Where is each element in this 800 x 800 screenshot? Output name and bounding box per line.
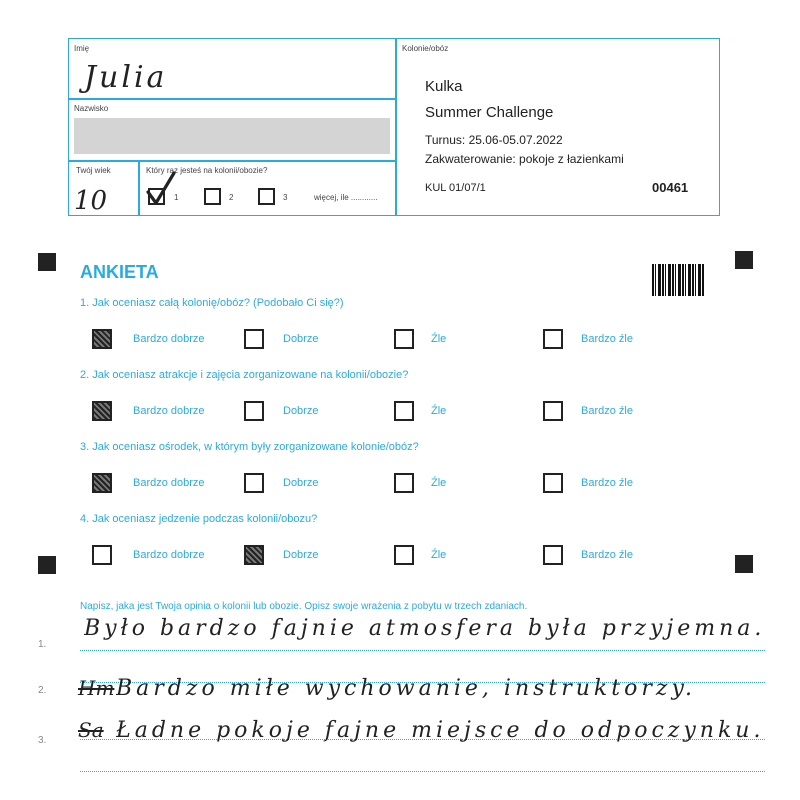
question-1-option-1-label: Bardzo dobrze <box>133 333 205 345</box>
line-number-1: 1. <box>38 639 47 650</box>
times-checkbox-3[interactable] <box>258 188 275 205</box>
question-2-option-3-checkbox[interactable] <box>394 401 414 421</box>
question-4-option-3-checkbox[interactable] <box>394 545 414 565</box>
survey-title: ANKIETA <box>80 262 159 282</box>
registration-mark-bottom-right <box>735 555 753 573</box>
question-4-option-1-checkbox[interactable] <box>92 545 112 565</box>
question-2-text: 2. Jak oceniasz atrakcje i zajęcia zorganizowane na kolonii/obozie? <box>80 369 409 381</box>
camp-name: Kulka <box>425 78 463 95</box>
question-3-option-2-label: Dobrze <box>283 477 319 489</box>
camp-program: Summer Challenge <box>425 104 554 121</box>
times-option-3: 3 <box>283 193 288 202</box>
question-2-option-4-label: Bardzo źle <box>581 405 633 417</box>
times-more-label: więcej, ile ............ <box>314 193 378 202</box>
times-checkbox-2[interactable] <box>204 188 221 205</box>
writing-line <box>80 771 765 772</box>
surname-label: Nazwisko <box>74 104 109 113</box>
name-label: Imię <box>74 44 90 53</box>
question-3-option-1-label: Bardzo dobrze <box>133 477 205 489</box>
times-checkmark-icon <box>144 170 178 208</box>
opinion-line-1: Było bardzo fajnie atmosfera była przyjemna. <box>84 616 765 641</box>
surname-redaction <box>74 118 390 154</box>
question-1-option-4-label: Bardzo źle <box>581 333 633 345</box>
question-4-option-4-label: Bardzo źle <box>581 549 633 561</box>
opinion-prompt: Napisz, jaka jest Twoja opinia o kolonii lub obozie. Opisz swoje wrażenia z pobytu w trzech zdaniach. <box>80 601 528 612</box>
name-value: Julia <box>84 60 168 95</box>
opinion-line-2: Bardzo miłe wychowanie, instruktorzy. <box>116 676 696 701</box>
question-4-option-2-checkbox[interactable] <box>244 545 264 565</box>
camp-label: Kolonie/obóz <box>402 44 449 53</box>
question-1-option-2-checkbox[interactable] <box>244 329 264 349</box>
question-1-option-3-label: Źle <box>431 333 447 345</box>
question-2-option-2-label: Dobrze <box>283 405 319 417</box>
question-4-option-4-checkbox[interactable] <box>543 545 563 565</box>
camp-code: KUL 01/07/1 <box>425 182 486 194</box>
question-1-text: 1. Jak oceniasz całą kolonię/obóz? (Podobało Ci się?) <box>80 297 344 309</box>
header-divider-age <box>138 160 140 216</box>
camp-accommodation: Zakwaterowanie: pokoje z łazienkami <box>425 152 624 166</box>
header-divider-name <box>68 98 396 100</box>
question-4-option-1-label: Bardzo dobrze <box>133 549 205 561</box>
times-option-2: 2 <box>229 193 234 202</box>
header-divider-vertical <box>395 38 397 216</box>
question-3-option-3-checkbox[interactable] <box>394 473 414 493</box>
question-1-option-3-checkbox[interactable] <box>394 329 414 349</box>
camp-number: 00461 <box>652 180 689 195</box>
line-number-3: 3. <box>38 735 47 746</box>
question-3-option-4-checkbox[interactable] <box>543 473 563 493</box>
times-label: Który raz jesteś na kolonii/obozie? <box>146 166 268 175</box>
question-2-option-1-label: Bardzo dobrze <box>133 405 205 417</box>
registration-mark-bottom-left <box>38 556 56 574</box>
question-3-option-2-checkbox[interactable] <box>244 473 264 493</box>
opinion-line-3: Ładne pokoje fajne miejsce do odpoczynku. <box>116 718 765 743</box>
camp-turnus: Turnus: 25.06-05.07.2022 <box>425 133 563 147</box>
header-divider-surname <box>68 160 396 162</box>
question-2-option-4-checkbox[interactable] <box>543 401 563 421</box>
opinion-line-2-strikeout: Hm <box>78 676 115 700</box>
times-option-1: 1 <box>174 193 179 202</box>
question-4-option-3-label: Źle <box>431 549 447 561</box>
age-value: 10 <box>74 186 108 216</box>
question-1-option-4-checkbox[interactable] <box>543 329 563 349</box>
question-3-option-3-label: Źle <box>431 477 447 489</box>
writing-line <box>80 650 765 651</box>
question-1-option-1-checkbox[interactable] <box>92 329 112 349</box>
question-3-option-1-checkbox[interactable] <box>92 473 112 493</box>
question-2-option-1-checkbox[interactable] <box>92 401 112 421</box>
question-4-option-2-label: Dobrze <box>283 549 319 561</box>
line-number-2: 2. <box>38 685 47 696</box>
question-2-option-3-label: Źle <box>431 405 447 417</box>
question-1-option-2-label: Dobrze <box>283 333 319 345</box>
age-label: Twój wiek <box>76 166 111 175</box>
question-2-option-2-checkbox[interactable] <box>244 401 264 421</box>
question-3-option-4-label: Bardzo źle <box>581 477 633 489</box>
opinion-line-3-strikeout: Sa <box>78 718 104 742</box>
registration-mark-top-right <box>735 251 753 269</box>
question-4-text: 4. Jak oceniasz jedzenie podczas kolonii/obozu? <box>80 513 318 525</box>
registration-mark-top-left <box>38 253 56 271</box>
barcode-icon <box>652 264 704 296</box>
question-3-text: 3. Jak oceniasz ośrodek, w którym były zorganizowane kolonie/obóz? <box>80 441 419 453</box>
